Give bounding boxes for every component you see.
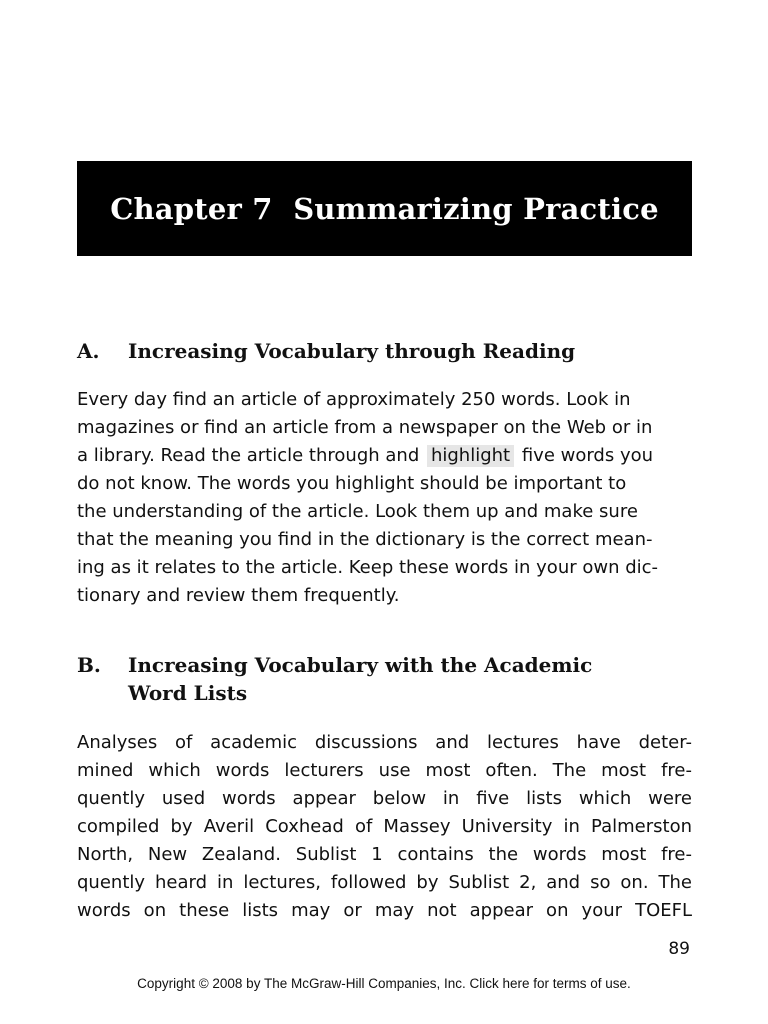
paragraph-line: quently heard in lectures, followed by Sublist 2, and so on. The <box>77 872 692 893</box>
paragraph-line: tionary and review them frequently. <box>77 585 400 606</box>
section-a-heading <box>77 337 697 365</box>
paragraph-line: words on these lists may or may not appear on your TOEFL <box>77 900 692 921</box>
paragraph-line: mined which words lecturers use most often. The most fre- <box>77 760 692 781</box>
section-b-letter: B. <box>77 653 101 677</box>
paragraph-line: North, New Zealand. Sublist 1 contains the words most fre- <box>77 844 692 865</box>
copyright-link[interactable]: Copyright © 2008 by The McGraw-Hill Companies, Inc. Click here for terms of use. <box>137 976 631 991</box>
page-number: 89 <box>668 939 690 959</box>
section-a-paragraph <box>77 386 692 610</box>
paragraph-line <box>77 442 692 470</box>
paragraph-line: magazines or find an article from a newspaper on the Web or in <box>77 417 653 438</box>
paragraph-line: quently used words appear below in five lists which were <box>77 788 692 809</box>
chapter-title: Chapter 7 Summarizing Practice <box>110 191 659 226</box>
highlight-word-link[interactable]: highlight <box>427 445 514 467</box>
paragraph-line: Every day find an article of approximately 250 words. Look in <box>77 389 631 410</box>
paragraph-line: ing as it relates to the article. Keep these words in your own dic- <box>77 557 659 578</box>
section-b-title-line1: Increasing Vocabulary with the Academic <box>128 653 593 677</box>
section-a-title: Increasing Vocabulary through Reading <box>128 339 576 363</box>
section-b-paragraph <box>77 729 692 925</box>
paragraph-line: compiled by Averil Coxhead of Massey University in Palmerston <box>77 816 692 837</box>
paragraph-line: the understanding of the article. Look them up and make sure <box>77 501 638 522</box>
section-b-title-line2: Word Lists <box>128 681 248 705</box>
section-b-heading <box>77 651 697 707</box>
paragraph-line: do not know. The words you highlight should be important to <box>77 473 627 494</box>
paragraph-line: Analyses of academic discussions and lectures have deter- <box>77 732 692 753</box>
chapter-banner <box>77 161 692 256</box>
paragraph-line: that the meaning you find in the dictionary is the correct mean- <box>77 529 653 550</box>
paragraph-text: five words you <box>516 445 654 466</box>
paragraph-text: a library. Read the article through and <box>77 445 425 466</box>
section-a-letter: A. <box>77 339 100 363</box>
